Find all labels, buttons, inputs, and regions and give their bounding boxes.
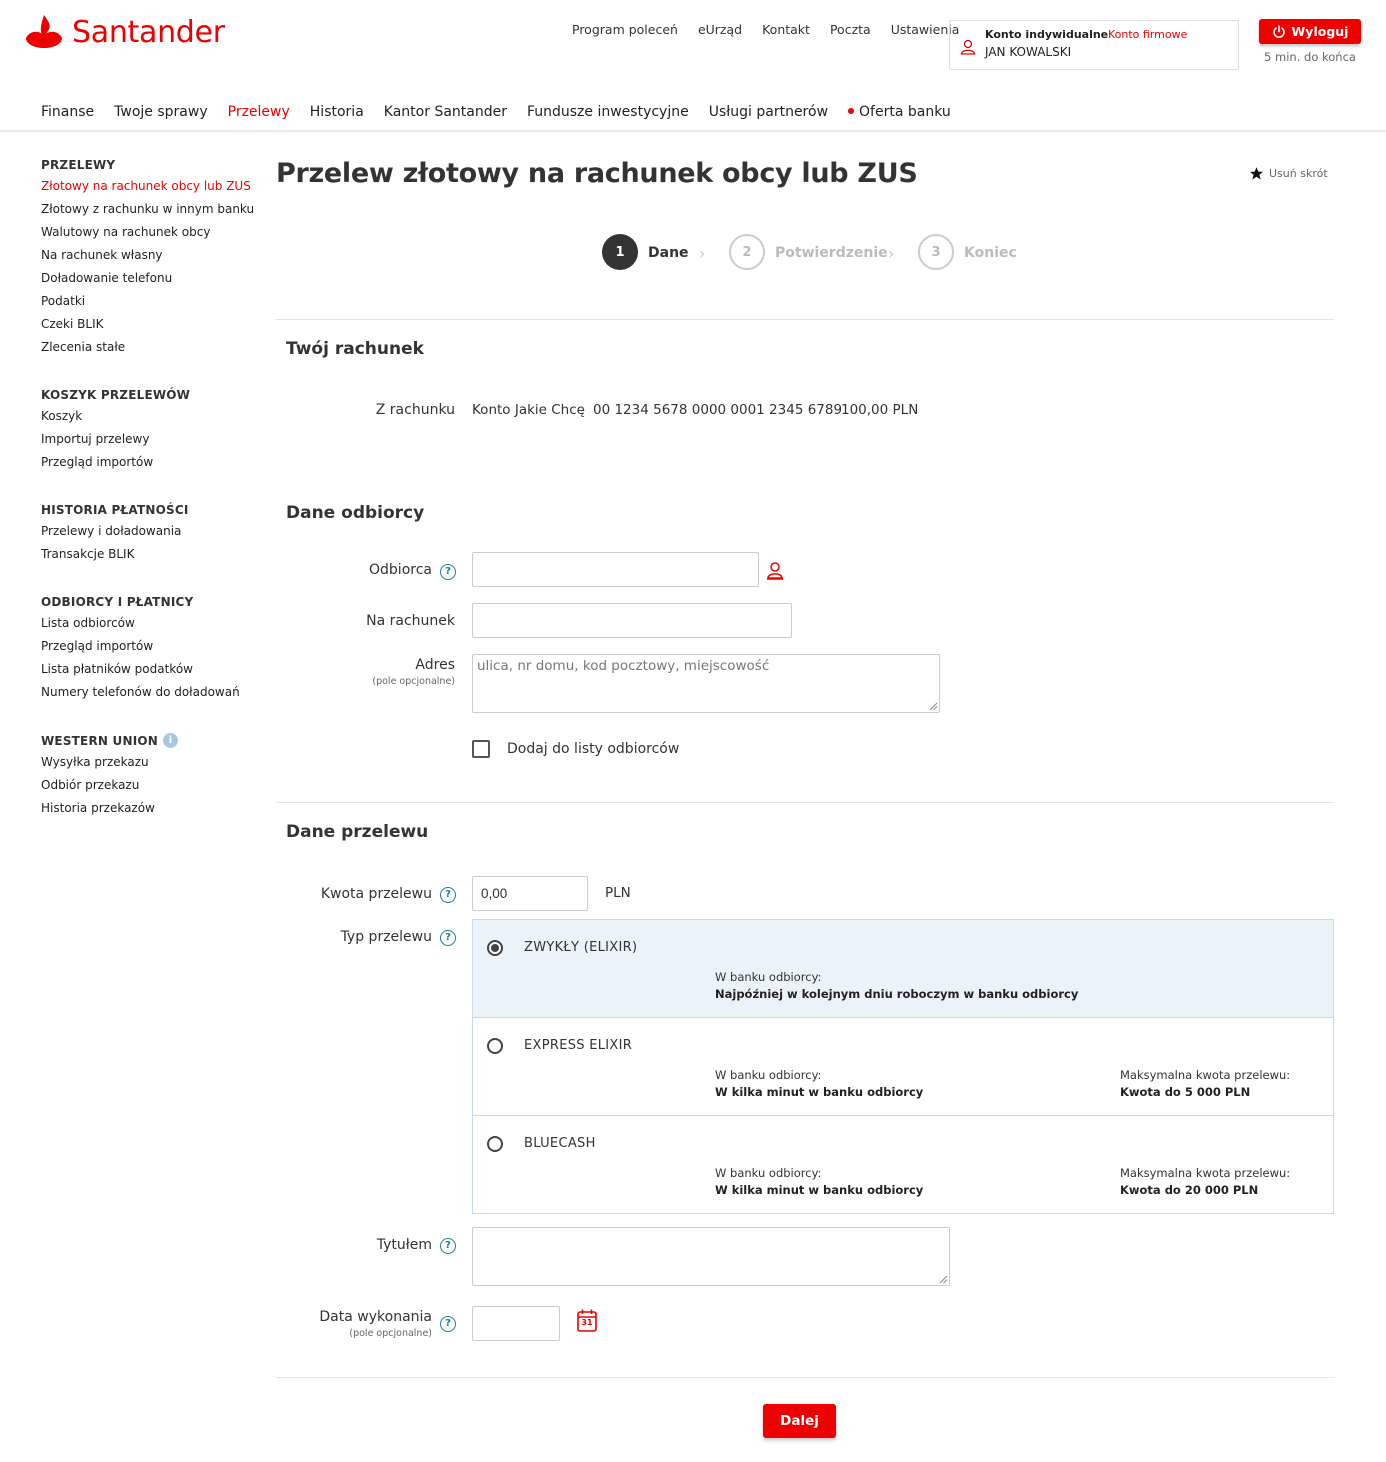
currency-label: PLN — [605, 885, 631, 901]
sidebar-item-pln-other[interactable]: Złotowy na rachunek obcy lub ZUS — [41, 179, 251, 193]
main-nav — [41, 104, 971, 120]
address-label: Adres — [415, 657, 455, 673]
transfer-type-elixir[interactable] — [473, 920, 1333, 1018]
sidebar-item-import[interactable]: Importuj przelewy — [41, 432, 150, 446]
sidebar-item-taxes[interactable]: Podatki — [41, 294, 86, 308]
execution-date-input[interactable] — [472, 1306, 560, 1341]
chevron-right-icon: › — [888, 244, 895, 263]
sidebar-item-own-account[interactable]: Na rachunek własny — [41, 248, 163, 262]
address-placeholder: ulica, nr domu, kod pocztowy, miejscowość — [477, 658, 770, 674]
help-icon[interactable]: ? — [440, 930, 456, 946]
sidebar-item-taxpayer-list[interactable]: Lista płatników podatków — [41, 662, 193, 676]
sidebar-item-phone-topup[interactable]: Doładowanie telefonu — [41, 271, 173, 285]
radio-elixir[interactable] — [487, 940, 503, 956]
star-icon — [1249, 166, 1264, 181]
radio-express-elixir[interactable] — [487, 1038, 503, 1054]
sidebar-item-blik-checks[interactable]: Czeki BLIK — [41, 317, 104, 331]
sidebar-item-import-review[interactable]: Przegląd importów — [41, 455, 154, 469]
sidebar-heading: WESTERN UNION — [41, 733, 159, 748]
transfer-type-max-value: Kwota do 5 000 PLN — [1120, 1085, 1251, 1099]
step-3-label: Koniec — [964, 245, 1017, 261]
sidebar-item-import-review-2[interactable]: Przegląd importów — [41, 639, 154, 653]
step-1-label: Dane — [648, 245, 689, 261]
main-nav-finance[interactable]: Finanse — [41, 104, 95, 120]
step-2-label: Potwierdzenie — [775, 245, 888, 261]
address-book-icon[interactable] — [766, 561, 784, 580]
user-icon — [960, 39, 976, 55]
target-account-label: Na rachunek — [366, 613, 455, 629]
sidebar — [41, 158, 261, 849]
sidebar-item-transfers-topups[interactable]: Przelewy i doładowania — [41, 524, 182, 538]
page-title: Przelew złotowy na rachunek obcy lub ZUS — [276, 158, 918, 189]
help-icon[interactable]: ? — [440, 564, 456, 580]
target-account-input[interactable] — [472, 603, 792, 638]
transfer-type-max-value: Kwota do 20 000 PLN — [1120, 1183, 1259, 1197]
sidebar-item-basket[interactable]: Koszyk — [41, 409, 83, 423]
transfer-type-name: ZWYKŁY (ELIXIR) — [524, 940, 638, 955]
resize-handle-icon[interactable] — [929, 702, 938, 711]
sidebar-item-recipient-list[interactable]: Lista odbiorców — [41, 616, 135, 630]
top-nav-referral[interactable]: Program poleceń — [572, 22, 678, 37]
radio-bluecash[interactable] — [487, 1136, 503, 1152]
add-to-recipients-label[interactable]: Dodaj do listy odbiorców — [507, 741, 680, 757]
transfer-type-max-label: Maksymalna kwota przelewu: — [1120, 1068, 1291, 1082]
step-1-circle: 1 — [602, 234, 638, 270]
top-nav-contact[interactable]: Kontakt — [762, 22, 810, 37]
main-nav-funds[interactable]: Fundusze inwestycyjne — [526, 104, 689, 120]
step-2-circle: 2 — [729, 234, 765, 270]
santander-logo[interactable] — [24, 14, 225, 50]
help-icon[interactable]: ? — [440, 887, 456, 903]
top-nav — [572, 22, 979, 37]
recipient-input[interactable] — [472, 552, 759, 587]
transfer-section-title: Dane przelewu — [286, 822, 429, 842]
sidebar-heading: KOSZYK PRZELEWÓW — [41, 388, 191, 402]
nav-divider — [0, 130, 1386, 134]
account-balance: 100,00 PLN — [841, 402, 919, 418]
remove-shortcut-link[interactable] — [1249, 166, 1328, 181]
your-account-title: Twój rachunek — [286, 339, 424, 359]
main-nav-your-affairs[interactable]: Twoje sprawy — [114, 104, 208, 120]
recipient-label: Odbiorca — [369, 562, 432, 578]
sidebar-item-wu-send[interactable]: Wysyłka przekazu — [41, 755, 149, 769]
transfer-type-bank-value: Najpóźniej w kolejnym dniu roboczym w banku odbiorcy — [715, 987, 1079, 1001]
sidebar-item-foreign-currency[interactable]: Walutowy na rachunek obcy — [41, 225, 211, 239]
logout-button[interactable] — [1259, 19, 1361, 44]
transfer-type-bank-label: W banku odbiorcy: — [715, 970, 822, 984]
chevron-right-icon: › — [699, 244, 706, 263]
transfer-type-name: BLUECASH — [524, 1136, 596, 1151]
main-nav-partner-services[interactable]: Usługi partnerów — [708, 104, 829, 120]
individual-account-tab[interactable]: Konto indywidualne — [985, 28, 1109, 41]
sidebar-group-history — [41, 503, 261, 567]
account-switcher — [949, 20, 1239, 70]
main-nav-bank-offer[interactable] — [848, 104, 951, 120]
step-3-circle: 3 — [918, 234, 954, 270]
sidebar-heading: ODBIORCY I PŁATNICY — [41, 595, 194, 609]
recipient-section-title: Dane odbiorcy — [286, 503, 425, 523]
calendar-icon[interactable] — [577, 1309, 597, 1332]
execution-date-optional-note: (pole opcjonalne) — [349, 1328, 432, 1339]
transfer-type-bluecash[interactable] — [473, 1116, 1333, 1214]
execution-date-label: Data wykonania — [319, 1309, 432, 1325]
section-divider — [276, 802, 1334, 803]
amount-label: Kwota przelewu — [320, 886, 432, 902]
transfer-type-max-label: Maksymalna kwota przelewu: — [1120, 1166, 1291, 1180]
calendar-day: 31 — [581, 1318, 593, 1327]
main-nav-bank-offer-label: Oferta banku — [859, 104, 951, 120]
sidebar-heading: PRZELEWY — [41, 158, 116, 172]
business-account-tab[interactable]: Konto firmowe — [1108, 28, 1188, 41]
remove-shortcut-label: Usuń skrót — [1269, 167, 1328, 180]
logout-label: Wyloguj — [1291, 24, 1349, 39]
transfer-type-bank-value: W kilka minut w banku odbiorcy — [715, 1183, 924, 1197]
help-icon[interactable]: ? — [440, 1238, 456, 1254]
session-timer: 5 min. do końca — [1264, 50, 1356, 64]
sidebar-item-wu-history[interactable]: Historia przekazów — [41, 801, 155, 815]
title-textarea[interactable] — [472, 1227, 950, 1286]
account-name: Konto Jakie Chcę — [472, 402, 585, 418]
transfer-type-group — [472, 919, 1334, 1214]
section-divider — [276, 1377, 1334, 1378]
next-button[interactable]: Dalej — [763, 1404, 836, 1438]
offer-dot-icon — [848, 108, 854, 114]
sidebar-group-western-union — [41, 733, 261, 821]
sidebar-item-standing-orders[interactable]: Zlecenia stałe — [41, 340, 126, 354]
transfer-type-bank-label: W banku odbiorcy: — [715, 1068, 822, 1082]
transfer-type-express-elixir[interactable] — [473, 1018, 1333, 1116]
section-divider — [276, 319, 1334, 320]
flame-icon — [24, 14, 64, 50]
address-optional-note: (pole opcjonalne) — [372, 676, 455, 687]
sidebar-heading: HISTORIA PŁATNOŚCI — [41, 503, 189, 517]
sidebar-group-recipients — [41, 595, 261, 705]
info-icon[interactable]: i — [163, 733, 178, 748]
account-number: 00 1234 5678 0000 0001 2345 6789 — [593, 402, 843, 418]
main-nav-exchange[interactable]: Kantor Santander — [383, 104, 507, 120]
main-nav-transfers[interactable]: Przelewy — [227, 104, 290, 120]
top-nav-settings[interactable]: Ustawienia — [890, 22, 960, 37]
transfer-type-bank-label: W banku odbiorcy: — [715, 1166, 822, 1180]
brand-name: Santander — [72, 14, 225, 50]
transfer-type-name: EXPRESS ELIXIR — [524, 1038, 633, 1053]
sidebar-item-pln-other-bank[interactable]: Złotowy z rachunku w innym banku — [41, 202, 255, 216]
main-nav-history[interactable]: Historia — [309, 104, 364, 120]
top-nav-mail[interactable]: Poczta — [829, 22, 871, 37]
sidebar-group-basket — [41, 388, 261, 475]
transfer-type-label: Typ przelewu — [340, 929, 432, 945]
transfer-type-bank-value: W kilka minut w banku odbiorcy — [715, 1085, 924, 1099]
top-nav-eurzad[interactable]: eUrząd — [697, 22, 743, 37]
help-icon[interactable]: ? — [440, 1316, 456, 1332]
sidebar-item-wu-receive[interactable]: Odbiór przekazu — [41, 778, 140, 792]
sidebar-item-blik-transactions[interactable]: Transakcje BLIK — [41, 547, 135, 561]
sidebar-heading-wu — [41, 733, 261, 748]
address-textarea[interactable] — [472, 654, 940, 713]
sidebar-item-phone-numbers[interactable]: Numery telefonów do doładowań — [41, 685, 240, 699]
resize-handle-icon[interactable] — [939, 1275, 948, 1284]
sidebar-group-transfers — [41, 158, 261, 360]
user-name: JAN KOWALSKI — [985, 45, 1072, 59]
add-to-recipients-checkbox[interactable] — [472, 740, 490, 758]
amount-input[interactable] — [472, 876, 588, 911]
from-account-label: Z rachunku — [375, 402, 455, 418]
title-label: Tytułem — [376, 1237, 432, 1253]
power-icon — [1272, 25, 1286, 39]
